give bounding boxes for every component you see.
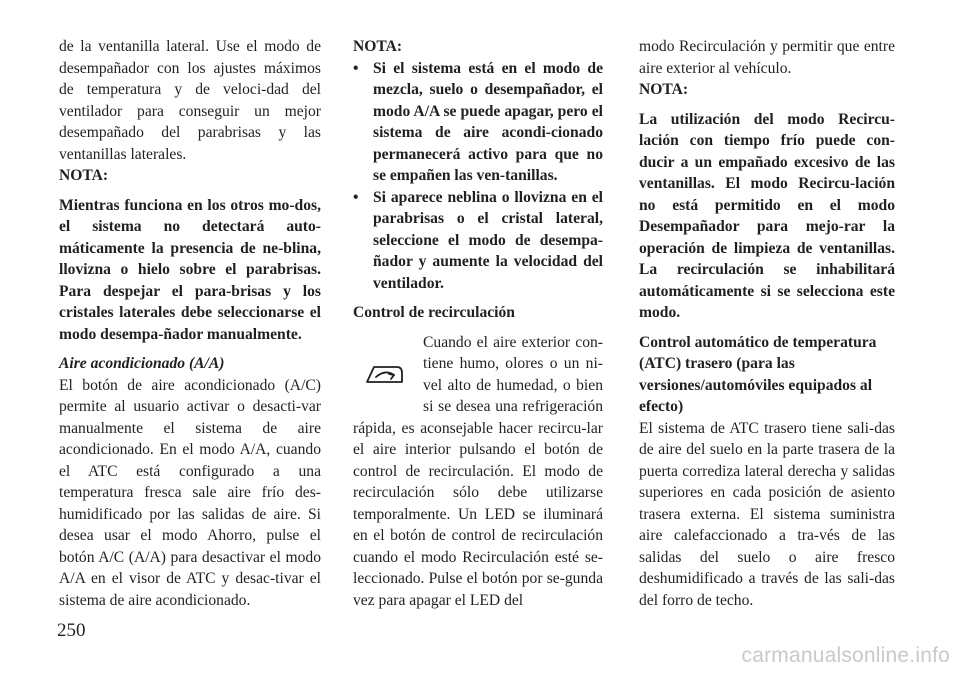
ac-heading: Aire acondicionado (A/A) — [59, 355, 225, 372]
recirculation-icon — [353, 332, 415, 418]
recirc-heading: Control de recirculación — [353, 304, 515, 321]
nota-bullet-list — [353, 58, 603, 295]
bullet-item: • Si el sistema está en el modo de mezcla, suelo o desempañador, el modo A/A se puede apagar, pero el sistema de aire acondi-cionado permanecerá activo para que no se empañen las ven-tanillas. — [353, 59, 603, 184]
intro-paragraph: de la ventanilla lateral. Use el modo de desempañador con los ajustes máximos de temperatura y de veloci-dad del ventilador para conseguir un mejor desempañado del parabrisas y las ventanillas laterales. — [59, 38, 321, 163]
nota-label: NOTA: — [639, 81, 689, 98]
atc-heading: Control automático de temperatura (ATC) trasero (para las versiones/automóviles equipados al efecto) — [639, 333, 877, 415]
ac-paragraph: El botón de aire acondicionado (A/C) permite al usuario activar o desacti-var manualmente el sistema de aire acondicionado. En el modo A/A, cuando el ATC está configurado a una temperatura fresca sale aire frío des-humidificado por las salidas de aire. Si desea usar el modo Ahorro, pulse el botón A/C (A/A) para desactivar el modo A/A en el visor de ATC y desac-tivar el sistema de aire acondicionado. — [59, 376, 321, 609]
column-3 — [639, 36, 895, 611]
bullet-marker: • — [353, 188, 359, 206]
recirc-paragraph: Cuando el aire exterior con-tiene humo, olores o un ni-vel alto de humedad, o bien si se desea una refrigeración rápida, es aconsejable hacer recircu-lar el aire interior pulsando el botón de control de recirculación. El modo de recirculación sólo debe utilizarse temporalmente. Un LED se iluminará en el botón de control de recirculación cuando el modo Recirculación esté se-leccionado. Pulse el botón por se-gunda vez para apagar el LED del — [353, 333, 603, 609]
column-1 — [59, 36, 321, 611]
bullet-marker: • — [353, 59, 359, 77]
page-number: 250 — [57, 620, 86, 641]
continued-paragraph: modo Recirculación y permitir que entre aire exterior al vehículo. — [639, 38, 895, 77]
atc-paragraph: El sistema de ATC trasero tiene sali-das de aire del suelo en la parte trasera de la puerta corrediza lateral derecha y salidas superiores en cada posición de asiento trasera externa. El sistema suministra aire calefaccionado a tra-vés de las salidas del suelo o aire fresco deshumidificado a través de las sali-das del forro de techo. — [639, 419, 895, 609]
recirc-section — [353, 332, 603, 612]
nota-text: Mientras funciona en los otros mo-dos, el sistema no detectará auto-máticamente la presencia de ne-blina, llovizna o hielo sobre el parabrisas. Para despejar el para-brisas y los cristales laterales debe seleccionarse el modo desempa-ñador manualmente. — [59, 196, 321, 343]
bullet-item: • Si aparece neblina o llovizna en el parabrisas o el cristal lateral, seleccione el modo de desempa-ñador y aumente la velocidad del ventilador. — [353, 188, 603, 292]
watermark: carmanualsonline.info — [741, 644, 950, 667]
nota-text: La utilización del modo Recircu-lación con tiempo frío puede con-ducir a un empañado excesivo de las ventanillas. El modo Recircu-lación no está permitido en el modo Desempañador para mejo-rar la operación de limpieza de ventanillas. La recirculación se inhabilitará automáticamente si se selecciona este modo. — [639, 110, 895, 321]
nota-label: NOTA: — [59, 167, 109, 184]
column-2 — [353, 36, 603, 611]
nota-label: NOTA: — [353, 38, 403, 55]
